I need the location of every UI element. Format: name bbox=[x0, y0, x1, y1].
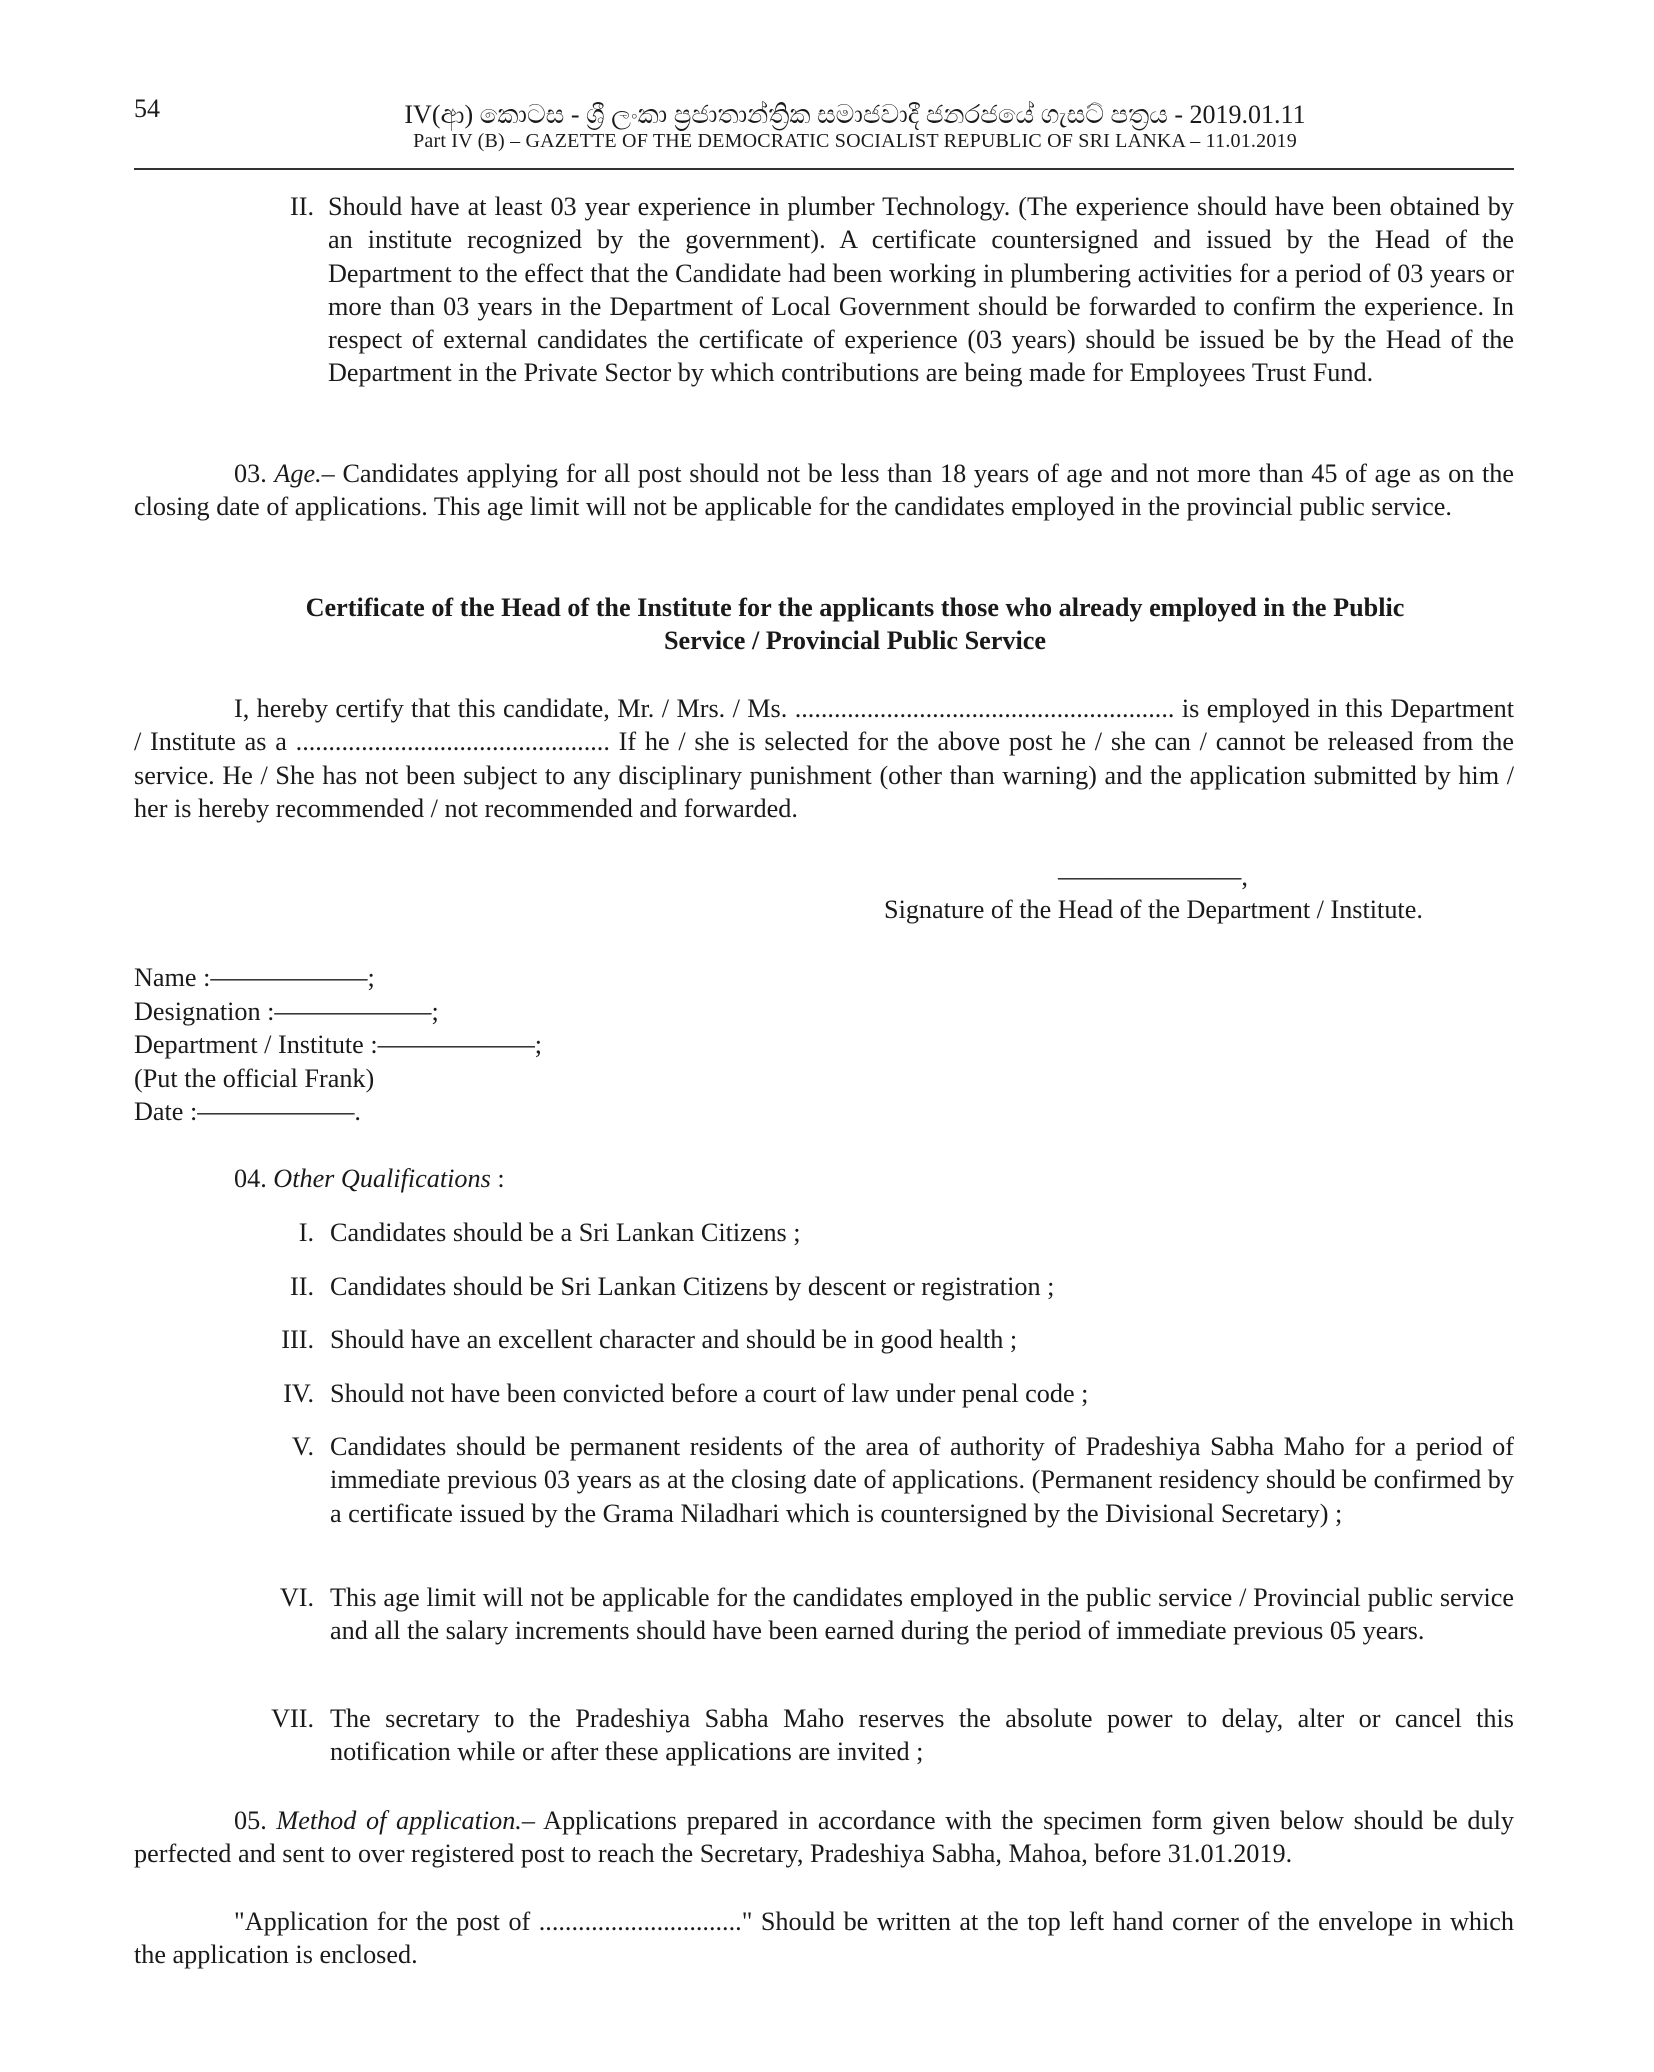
qualification-number: I. bbox=[298, 1218, 314, 1247]
qualification-item: This age limit will not be applicable for the candidates employed in the public service / Provincial public service and all the salary increments should have been earned during the period of immediate previous 05 years. bbox=[330, 1583, 1514, 1646]
qualification-item: Should not have been convicted before a court of law under penal code ; bbox=[330, 1379, 1089, 1408]
header-sinhala-title: IV(ආ) කොටස - ශ්‍රී ලංකා ප්‍රජාතාන්ත්‍රික සමාජවාදී ජනරජයේ ගැසට් පත්‍රය - 2019.01.11 bbox=[404, 100, 1306, 129]
certificate-text: I, hereby certify that this candidate, Mr. / Mrs. / Ms. .......................................................... is employed in this Department / Institute as a ................................................ If he / she is selected for the above post he / she can / cannot be released from the service. He / She has not been subject to any disciplinary punishment (other than warning) and the application submitted by him / her is hereby recommended / not recommended and forwarded. bbox=[134, 694, 1514, 823]
item-ii-number: II. bbox=[290, 192, 314, 221]
envelope-note: "Application for the post of ..............................." Should be written at the top left hand corner of the envelope in which the application is enclosed. bbox=[134, 1907, 1514, 1970]
qualification-number: V. bbox=[291, 1432, 314, 1461]
section-03-title: Age.– bbox=[274, 459, 335, 488]
section-03-number: 03. bbox=[234, 459, 267, 488]
official-frank-note: (Put the official Frank) bbox=[134, 1064, 375, 1093]
section-05-number: 05. bbox=[234, 1806, 267, 1835]
certificate-heading-line1: Certificate of the Head of the Institute for the applicants those who already employed in the Public bbox=[305, 593, 1405, 622]
qualification-item: Candidates should be Sri Lankan Citizens by descent or registration ; bbox=[330, 1272, 1055, 1301]
qualification-number: VI. bbox=[279, 1583, 314, 1612]
qualification-number: IV. bbox=[283, 1379, 314, 1408]
name-field: Name :——————; bbox=[134, 963, 375, 992]
item-ii-text: Should have at least 03 year experience in plumber Technology. (The experience should have been obtained by an institute recognized by the government). A certificate countersigned and issued by the Head of the Department to the effect that the Candidate had been working in plumbering activities for a period of 03 years or more than 03 years in the Department of Local Government should be forwarded to confirm the experience. In respect of external candidates the certificate of experience (03 years) should be issued be by the Head of the Department in the Private Sector by which contributions are being made for Employees Trust Fund. bbox=[328, 192, 1514, 388]
certificate-heading-line2: Service / Provincial Public Service bbox=[663, 626, 1047, 655]
department-field: Department / Institute :——————; bbox=[134, 1030, 543, 1059]
section-05-method bbox=[134, 1804, 1514, 1871]
designation-field: Designation :——————; bbox=[134, 997, 439, 1026]
section-03-age bbox=[134, 457, 1514, 524]
section-05-text: Applications prepared in accordance with the specimen form given below should be duly perfected and sent to over registered post to reach the Secretary, Pradeshiya Sabha, Mahoa, before 31.01.2019. bbox=[134, 1806, 1514, 1869]
section-03-text: Candidates applying for all post should not be less than 18 years of age and not more than 45 of age as on the closing date of applications. This age limit will not be applicable for the candidates employed in the provincial public service. bbox=[134, 459, 1515, 522]
section-04-heading: 04. Other Qualifications : bbox=[234, 1164, 505, 1193]
page-number: 54 bbox=[134, 94, 160, 123]
signature-label: Signature of the Head of the Department / Institute. bbox=[884, 895, 1423, 924]
qualification-item: Candidates should be permanent residents of the area of authority of Pradeshiya Sabha Maho for a period of immediate previous 03 years as at the closing date of applications. (Permanent residency should be confirmed by a certificate issued by the Grama Niladhari which is countersigned by the Divisional Secretary) ; bbox=[330, 1432, 1514, 1528]
signature-line: ———————, bbox=[1058, 862, 1248, 891]
qualification-number: VII. bbox=[271, 1704, 314, 1733]
header-english-title: Part IV (B) – GAZETTE OF THE DEMOCRATIC SOCIALIST REPUBLIC OF SRI LANKA – 11.01.2019 bbox=[413, 130, 1297, 152]
qualification-item: Candidates should be a Sri Lankan Citizens ; bbox=[330, 1218, 801, 1247]
section-05-title: Method of application.– bbox=[276, 1806, 535, 1835]
qualification-item: Should have an excellent character and should be in good health ; bbox=[330, 1325, 1018, 1354]
qualification-number: II. bbox=[290, 1272, 314, 1301]
date-field: Date :——————. bbox=[134, 1097, 361, 1126]
qualification-number: III. bbox=[281, 1325, 314, 1354]
qualification-item: The secretary to the Pradeshiya Sabha Maho reserves the absolute power to delay, alter or cancel this notification while or after these applications are invited ; bbox=[330, 1704, 1514, 1767]
header-divider bbox=[134, 168, 1514, 170]
